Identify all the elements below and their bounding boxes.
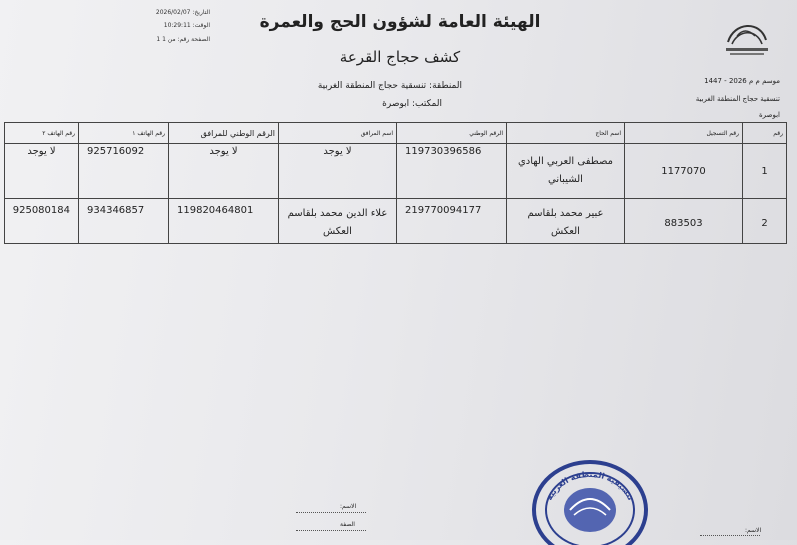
official-stamp-icon: [530, 455, 650, 545]
col-header-phone2: رقم الهاتف ٢: [5, 123, 79, 144]
companion-name: لا يوجد: [279, 144, 397, 199]
print-date: التاريخ: 2026/02/07: [155, 9, 210, 16]
footer-role-line: [296, 530, 366, 531]
season-line: موسم م م 2026 - 1447: [704, 77, 780, 85]
national-id: 219770094177: [397, 199, 507, 244]
row-number: 2: [743, 199, 787, 244]
report-title: كشف حجاج القرعة: [339, 48, 461, 66]
pilgrims-table: [4, 122, 787, 244]
companion-name: علاء الدين محمد بلقاسم العكش: [279, 199, 397, 244]
col-header-number: رقم: [743, 123, 787, 144]
registration-number: 1177070: [625, 144, 743, 199]
pilgrim-name: مصطفى العربي الهادي الشيباني: [507, 144, 625, 199]
col-header-companion-nid: الرقم الوطني للمرافق: [169, 123, 279, 144]
region-line: المنطقة: تنسقية حجاج المنطقة الغربية: [317, 81, 462, 91]
row-number: 1: [743, 144, 787, 199]
phone-1: 925716092: [79, 144, 169, 199]
phone-2: 925080184: [5, 199, 79, 244]
authority-title: الهيئة العامة لشؤون الحج والعمرة: [259, 12, 541, 32]
companion-national-id: لا يوجد: [169, 144, 279, 199]
office-line: المكتب: ابوصرة: [382, 99, 442, 109]
col-header-national-id: الرقم الوطني: [397, 123, 507, 144]
footer-right-name-line: [700, 535, 760, 536]
print-time: الوقت: 10:29:11: [163, 22, 210, 29]
authority-logo-icon: [722, 14, 772, 58]
companion-national-id: 119820464801: [169, 199, 279, 244]
footer-name-line: [296, 512, 366, 513]
phone-2: لا يوجد: [5, 144, 79, 199]
place-line: ابوصرة: [759, 111, 780, 119]
col-header-registration: رقم التسجيل: [625, 123, 743, 144]
phone-1: 934346857: [79, 199, 169, 244]
table-row: [5, 144, 787, 199]
footer-name-label: الاسم:: [340, 503, 357, 510]
stamp-text: تنسيقية المنطقة الغربية: [544, 469, 636, 502]
registration-number: 883503: [625, 199, 743, 244]
coordination-line: تنسقية حجاج المنطقة الغربية: [695, 95, 780, 103]
footer-right-name-label: الاسم:: [745, 527, 762, 534]
table-header-row: [5, 123, 787, 144]
col-header-companion-name: اسم المرافق: [279, 123, 397, 144]
col-header-pilgrim-name: اسم الحاج: [507, 123, 625, 144]
col-header-phone1: رقم الهاتف ١: [79, 123, 169, 144]
footer-role-label: الصفة: [340, 521, 355, 528]
national-id: 119730396586: [397, 144, 507, 199]
page-number: الصفحة رقم: من 1 1: [156, 36, 210, 43]
pilgrim-name: عبير محمد بلقاسم العكش: [507, 199, 625, 244]
table-row: [5, 199, 787, 244]
